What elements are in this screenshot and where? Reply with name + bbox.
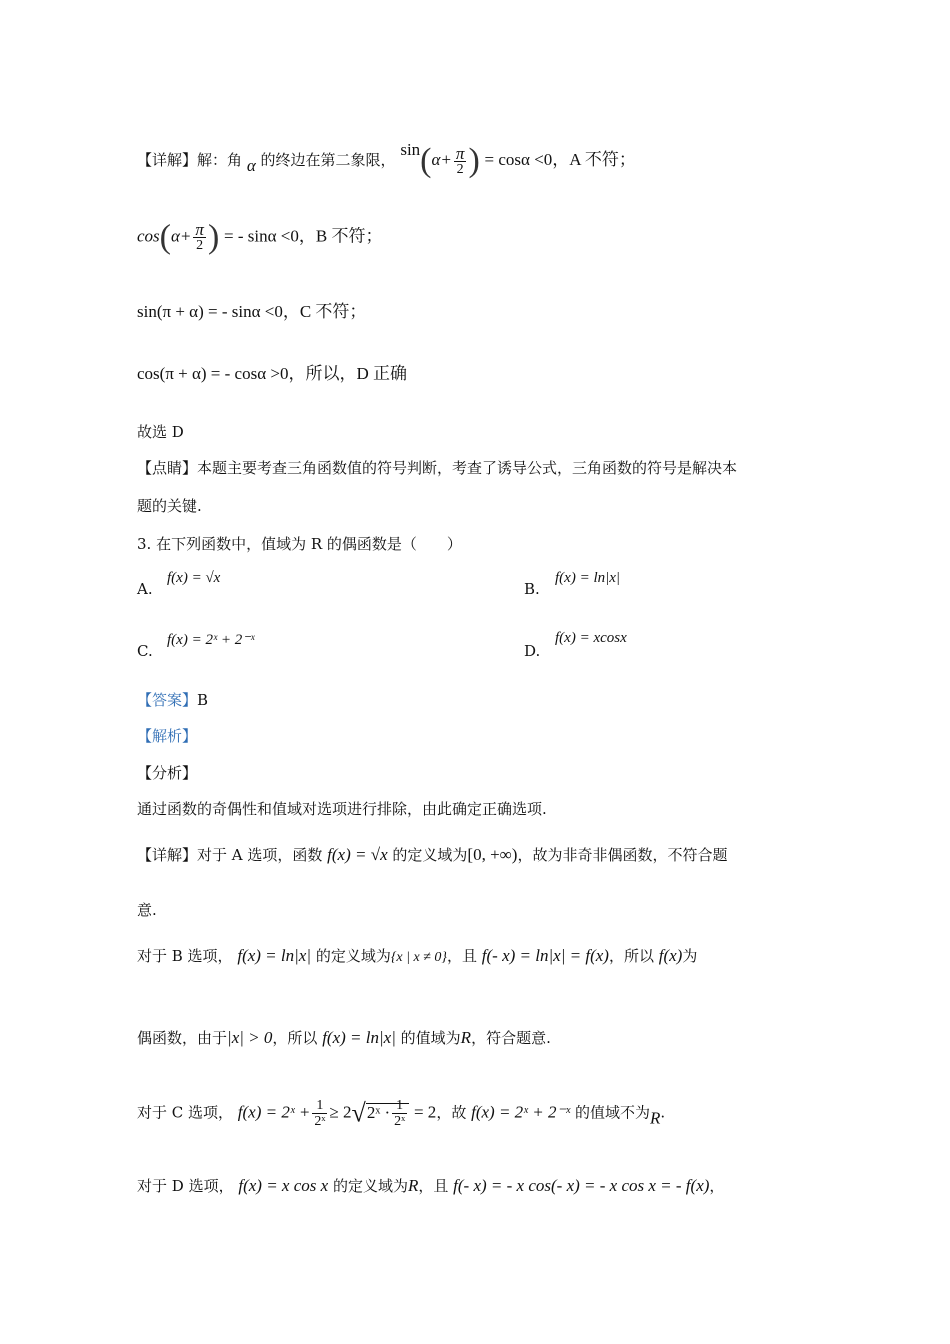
detail-line-4: cos(π + α) = - cosα >0，所以，D 正确 xyxy=(137,364,407,383)
option-c-label: C. xyxy=(137,642,153,660)
answer-line xyxy=(137,690,208,710)
detail-label: 【详解】 xyxy=(137,151,198,169)
question-stem: 3. 在下列函数中，值域为 R 的偶函数是（ ） xyxy=(137,535,462,553)
option-c: f(x) = 2ˣ + 2⁻ˣ xyxy=(167,632,255,648)
detail-line-1: 【详解】解：角 α 的终边在第二象限， sin(α+ $\frac{\pi}{2}$ ) = cosα <0，A 不符； xyxy=(137,140,636,179)
comment-label: 【点睛】 xyxy=(137,459,198,477)
option-d-label: D. xyxy=(524,642,541,660)
detail2-line-b: 对于 B 选项， f(x) = ln|x| 的定义域为{x | x ≠ 0}，且 f(- x) = ln|x| = f(x)，所以 f(x)为 xyxy=(137,946,698,965)
answer-value: B xyxy=(197,691,209,709)
option-b: f(x) = ln|x| xyxy=(555,570,621,586)
detail2-line-d: 对于 D 选项， f(x) = x cos x 的定义域为R，且 f(- x) = - x cos(- x) = - x cos x = - f(x)， xyxy=(137,1176,725,1195)
option-a: f(x) = √x xyxy=(167,570,221,586)
analysis-label: 【解析】 xyxy=(137,727,198,745)
detail2-line-b-cont: 偶函数，由于|x| > 0，所以 f(x) = ln|x| 的值域为R，符合题意. xyxy=(137,1028,551,1047)
detail2-line-a: 【详解】对于 A 选项，函数 f(x) = √x 的定义域为[0, +∞)，故为非奇非偶函数，不符合题 xyxy=(137,845,728,864)
detail-line-3: sin(π + α) = - sinα <0，C 不符； xyxy=(137,302,367,321)
detail2-line-a-cont: 意. xyxy=(137,901,157,919)
option-d: f(x) = xcosx xyxy=(555,630,627,646)
fenxi-label: 【分析】 xyxy=(137,764,198,782)
option-a-label: A. xyxy=(137,580,153,598)
comment-line: 【点睛】本题主要考查三角函数值的符号判断，考查了诱导公式，三角函数的符号是解决本 xyxy=(137,459,738,477)
answer-label: 【答案】 xyxy=(137,691,198,709)
fenxi-text: 通过函数的奇偶性和值域对选项进行排除，由此确定正确选项. xyxy=(137,800,547,818)
detail2-label: 【详解】 xyxy=(137,846,198,864)
detail-line-2: cos(α+ $\frac{\pi}{2}$ ) = - sinα <0，B 不符； xyxy=(137,218,383,256)
conclusion-line: 故选 D xyxy=(137,423,184,441)
comment-line-cont: 题的关键. xyxy=(137,497,202,515)
detail2-line-c: 对于 C 选项， f(x) = 2ˣ + $\frac{1}{\text{2ˣ}}$ ≥ 2√2ˣ · $\frac{1}{\text{2ˣ}}$ = 2，故 f(x) = 2ˣ + 2⁻ˣ 的值域不为R. xyxy=(137,1098,666,1129)
option-b-label: B. xyxy=(524,580,540,598)
